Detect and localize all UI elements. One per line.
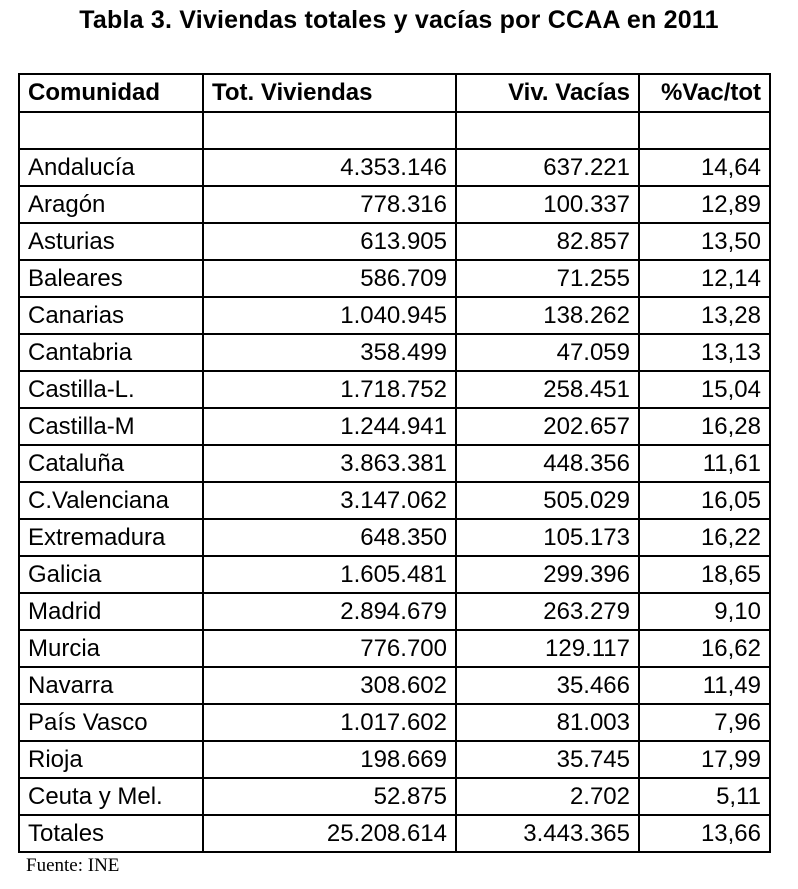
cell-comunidad: Castilla-L. <box>19 371 203 408</box>
cell-pct-vac-tot: 13,66 <box>639 815 770 852</box>
cell-viv-vacias: 202.657 <box>456 408 639 445</box>
cell-tot-viviendas: 1.040.945 <box>203 297 456 334</box>
table-row <box>19 186 770 223</box>
table-row <box>19 815 770 852</box>
cell-pct-vac-tot: 17,99 <box>639 741 770 778</box>
blank-cell <box>19 112 203 149</box>
cell-comunidad: Ceuta y Mel. <box>19 778 203 815</box>
column-header-viv-vacias: Viv. Vacías <box>456 74 639 112</box>
table-title: Tabla 3. Viviendas totales y vacías por CCAA en 2011 <box>79 6 719 34</box>
cell-comunidad: Murcia <box>19 630 203 667</box>
cell-tot-viviendas: 25.208.614 <box>203 815 456 852</box>
cell-pct-vac-tot: 16,05 <box>639 482 770 519</box>
cell-viv-vacias: 299.396 <box>456 556 639 593</box>
cell-comunidad: Rioja <box>19 741 203 778</box>
cell-pct-vac-tot: 15,04 <box>639 371 770 408</box>
cell-comunidad: Totales <box>19 815 203 852</box>
cell-viv-vacias: 505.029 <box>456 482 639 519</box>
cell-viv-vacias: 448.356 <box>456 445 639 482</box>
header-row <box>19 74 770 112</box>
cell-viv-vacias: 82.857 <box>456 223 639 260</box>
table-row <box>19 704 770 741</box>
table-row <box>19 445 770 482</box>
cell-viv-vacias: 3.443.365 <box>456 815 639 852</box>
column-header-comunidad: Comunidad <box>19 74 203 112</box>
cell-comunidad: Asturias <box>19 223 203 260</box>
cell-tot-viviendas: 52.875 <box>203 778 456 815</box>
cell-comunidad: Castilla-M <box>19 408 203 445</box>
table-row <box>19 741 770 778</box>
cell-tot-viviendas: 1.017.602 <box>203 704 456 741</box>
table-row <box>19 408 770 445</box>
cell-tot-viviendas: 3.863.381 <box>203 445 456 482</box>
cell-tot-viviendas: 358.499 <box>203 334 456 371</box>
cell-comunidad: Madrid <box>19 593 203 630</box>
cell-pct-vac-tot: 16,62 <box>639 630 770 667</box>
source-note: Fuente: INE <box>26 855 120 876</box>
cell-tot-viviendas: 4.353.146 <box>203 149 456 186</box>
cell-viv-vacias: 637.221 <box>456 149 639 186</box>
cell-pct-vac-tot: 16,22 <box>639 519 770 556</box>
cell-pct-vac-tot: 11,49 <box>639 667 770 704</box>
table-row <box>19 593 770 630</box>
cell-pct-vac-tot: 13,50 <box>639 223 770 260</box>
cell-comunidad: Extremadura <box>19 519 203 556</box>
table-row <box>19 260 770 297</box>
cell-viv-vacias: 138.262 <box>456 297 639 334</box>
cell-pct-vac-tot: 18,65 <box>639 556 770 593</box>
column-header-pct-vac-tot: %Vac/tot <box>639 74 770 112</box>
cell-pct-vac-tot: 9,10 <box>639 593 770 630</box>
cell-tot-viviendas: 1.718.752 <box>203 371 456 408</box>
table-row <box>19 297 770 334</box>
table-row <box>19 519 770 556</box>
cell-pct-vac-tot: 12,89 <box>639 186 770 223</box>
cell-comunidad: País Vasco <box>19 704 203 741</box>
cell-tot-viviendas: 1.244.941 <box>203 408 456 445</box>
table-row <box>19 667 770 704</box>
cell-tot-viviendas: 586.709 <box>203 260 456 297</box>
cell-tot-viviendas: 776.700 <box>203 630 456 667</box>
cell-comunidad: Cataluña <box>19 445 203 482</box>
cell-comunidad: Baleares <box>19 260 203 297</box>
table-row <box>19 482 770 519</box>
cell-tot-viviendas: 198.669 <box>203 741 456 778</box>
cell-viv-vacias: 263.279 <box>456 593 639 630</box>
blank-cell <box>639 112 770 149</box>
table-row <box>19 149 770 186</box>
cell-comunidad: Navarra <box>19 667 203 704</box>
cell-tot-viviendas: 2.894.679 <box>203 593 456 630</box>
cell-comunidad: Aragón <box>19 186 203 223</box>
cell-viv-vacias: 35.745 <box>456 741 639 778</box>
table-row <box>19 778 770 815</box>
cell-tot-viviendas: 613.905 <box>203 223 456 260</box>
cell-tot-viviendas: 778.316 <box>203 186 456 223</box>
cell-viv-vacias: 81.003 <box>456 704 639 741</box>
cell-viv-vacias: 129.117 <box>456 630 639 667</box>
cell-pct-vac-tot: 7,96 <box>639 704 770 741</box>
cell-pct-vac-tot: 5,11 <box>639 778 770 815</box>
cell-comunidad: Andalucía <box>19 149 203 186</box>
cell-viv-vacias: 47.059 <box>456 334 639 371</box>
cell-pct-vac-tot: 14,64 <box>639 149 770 186</box>
cell-tot-viviendas: 648.350 <box>203 519 456 556</box>
cell-viv-vacias: 35.466 <box>456 667 639 704</box>
table-row <box>19 556 770 593</box>
table-row <box>19 223 770 260</box>
cell-comunidad: Cantabria <box>19 334 203 371</box>
cell-pct-vac-tot: 13,13 <box>639 334 770 371</box>
cell-comunidad: Galicia <box>19 556 203 593</box>
blank-cell <box>456 112 639 149</box>
cell-pct-vac-tot: 13,28 <box>639 297 770 334</box>
cell-tot-viviendas: 308.602 <box>203 667 456 704</box>
cell-viv-vacias: 2.702 <box>456 778 639 815</box>
cell-pct-vac-tot: 12,14 <box>639 260 770 297</box>
cell-pct-vac-tot: 11,61 <box>639 445 770 482</box>
data-table <box>18 73 771 853</box>
cell-viv-vacias: 100.337 <box>456 186 639 223</box>
table-row <box>19 371 770 408</box>
blank-cell <box>203 112 456 149</box>
table-body <box>19 112 770 852</box>
cell-viv-vacias: 71.255 <box>456 260 639 297</box>
cell-tot-viviendas: 3.147.062 <box>203 482 456 519</box>
cell-comunidad: C.Valenciana <box>19 482 203 519</box>
cell-comunidad: Canarias <box>19 297 203 334</box>
cell-tot-viviendas: 1.605.481 <box>203 556 456 593</box>
table-row <box>19 630 770 667</box>
blank-row <box>19 112 770 149</box>
column-header-tot-viviendas: Tot. Viviendas <box>203 74 456 112</box>
cell-viv-vacias: 105.173 <box>456 519 639 556</box>
cell-pct-vac-tot: 16,28 <box>639 408 770 445</box>
cell-viv-vacias: 258.451 <box>456 371 639 408</box>
table-row <box>19 334 770 371</box>
